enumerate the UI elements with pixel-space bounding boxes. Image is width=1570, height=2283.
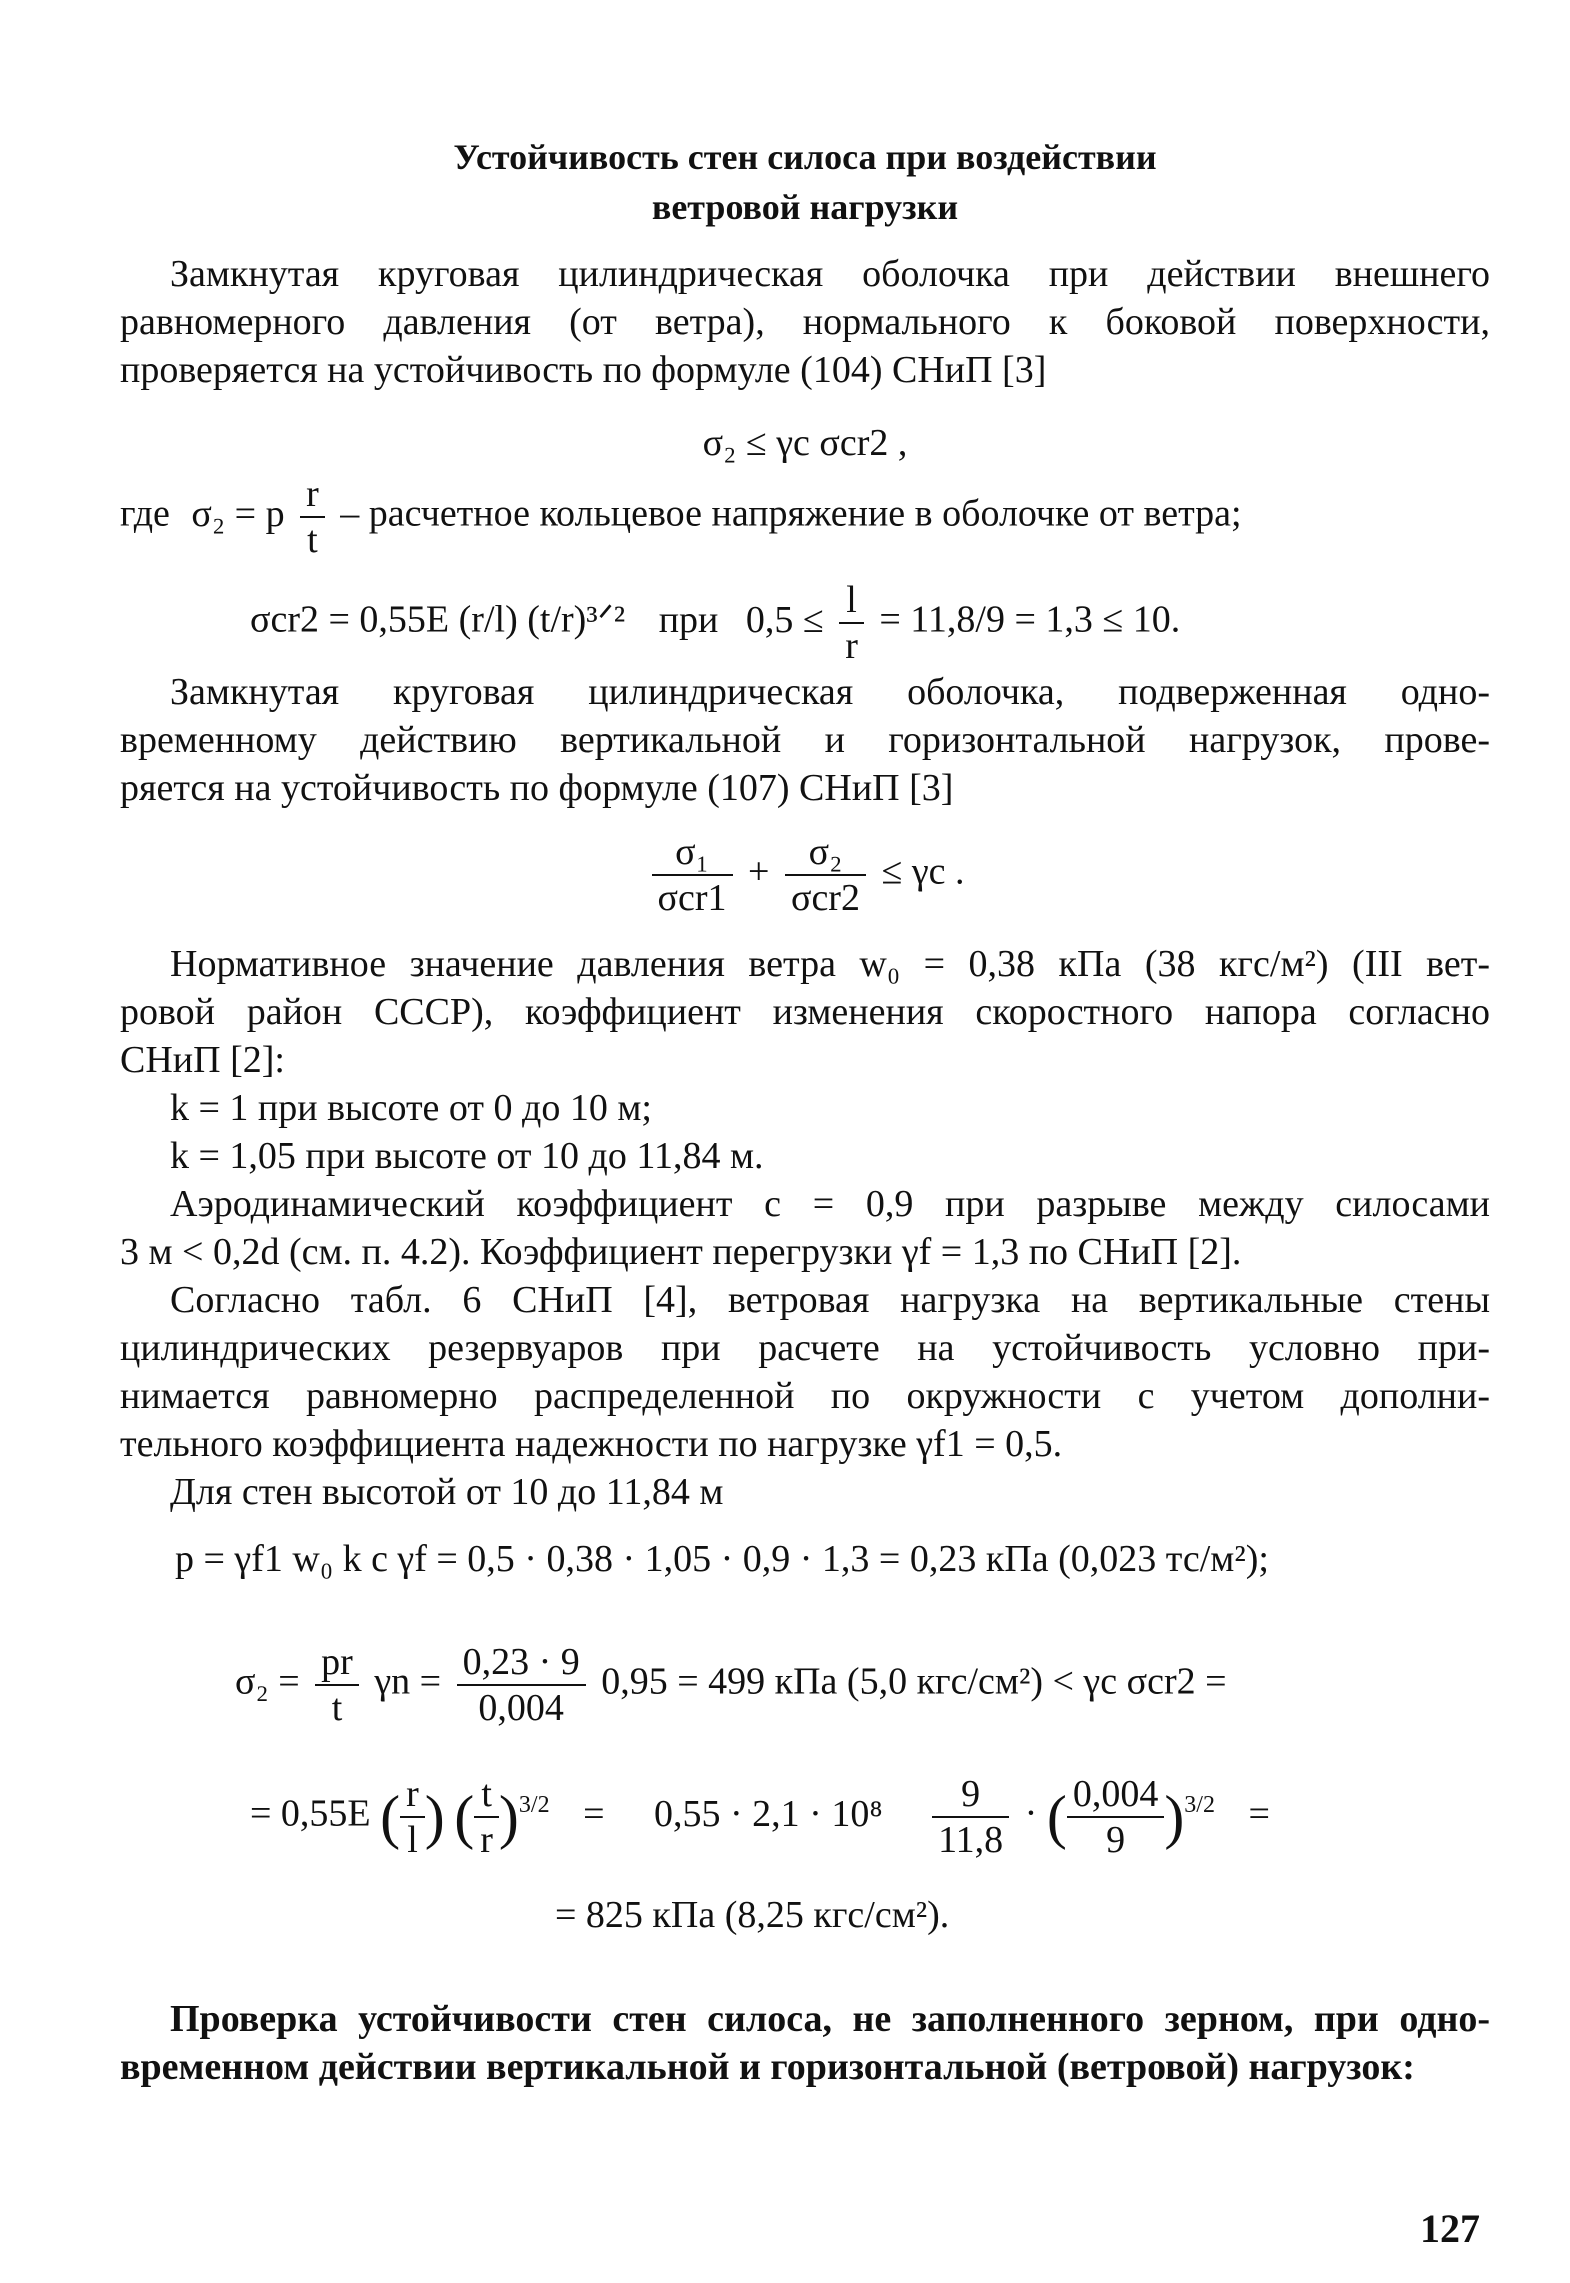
fraction-t-over-r <box>474 1772 499 1862</box>
fraction-denominator: t <box>331 1687 343 1729</box>
fraction-denominator: 9 <box>1106 1819 1126 1861</box>
heading-line-1: Устойчивость стен силоса при воздействии <box>453 137 1157 177</box>
paragraph-1 <box>120 250 1490 394</box>
exponent: 3/2 <box>518 1792 550 1819</box>
formula-rhs: 0,95 = 499 кПа (5,0 кгс/см²) < γc σcr2 = <box>601 1660 1227 1703</box>
paragraph-line: нимается равномерно распределенной по окружности с учетом дополни- <box>120 1375 1490 1417</box>
formula-2 <box>250 578 1450 668</box>
fraction-denominator: 11,8 <box>938 1819 1004 1861</box>
paragraph-line: k = 1 при высоте от 0 до 10 м; <box>170 1087 652 1129</box>
paragraph-line: СНиП [2]: <box>120 1039 285 1081</box>
formula-pri: при <box>658 598 719 641</box>
fraction-denominator: σcr2 <box>790 877 860 919</box>
fraction-numerator: 0,23 · 9 <box>457 1640 586 1686</box>
section-heading <box>120 132 1490 232</box>
fraction-r-over-t <box>300 472 325 562</box>
paragraph-line: Замкнутая круговая цилиндрическая оболочка, подверженная одно- <box>170 671 1490 713</box>
formula-where <box>120 472 1490 562</box>
formula-5 <box>235 1640 1495 1730</box>
paragraph-line: Аэродинамический коэффициент c = 0,9 при разрыве между силосами <box>170 1183 1490 1225</box>
formula-6 <box>250 1772 1490 1862</box>
paragraph-line: равномерного давления (от ветра), нормального к боковой поверхности, <box>120 301 1490 343</box>
formula-plus: + <box>748 850 770 893</box>
fraction-value <box>457 1640 586 1730</box>
paragraph-line: Согласно табл. 6 СНиП [4], ветровая нагрузка на вертикальные стены <box>170 1279 1490 1321</box>
fraction-9-over-11-8 <box>932 1772 1009 1862</box>
fraction-numerator: r <box>400 1772 425 1818</box>
formula-eq2: = <box>583 1792 605 1835</box>
formula-text: = 825 кПа (8,25 кгс/см²). <box>555 1894 950 1936</box>
fraction-denominator: r <box>480 1819 493 1861</box>
paren-right: ) <box>1164 1784 1185 1850</box>
fraction-r-over-l <box>400 1772 425 1862</box>
page-number: 127 <box>1420 2206 1480 2251</box>
paragraph-line: временному действию вертикальной и горизонтальной нагрузок, прове- <box>120 719 1490 761</box>
paren-left: ( <box>1046 1784 1067 1850</box>
formula-mid: γn = <box>374 1660 442 1703</box>
fraction-numerator: l <box>839 578 864 624</box>
paragraph-line: Замкнутая круговая цилиндрическая оболочка при действии внешнего <box>170 253 1490 295</box>
paren-left: ( <box>454 1784 475 1850</box>
paragraph-line: тельного коэффициента надежности по нагрузке γf1 = 0,5. <box>120 1423 1063 1465</box>
fraction-numerator: σ₁ <box>652 830 733 876</box>
paren-left: ( <box>380 1784 401 1850</box>
fraction-sigma2 <box>785 830 866 920</box>
fraction-numerator: 0,004 <box>1067 1772 1165 1818</box>
fraction-numerator: r <box>300 472 325 518</box>
paragraph-4 <box>120 1180 1490 1276</box>
formula-lhs: σ₂ = <box>235 1660 300 1703</box>
fraction-pr-over-t <box>315 1640 359 1730</box>
fraction-l-over-r <box>839 578 864 668</box>
paragraph-line: 3 м < 0,2d (см. п. 4.2). Коэффициент перегрузки γf = 1,3 по СНиП [2]. <box>120 1231 1242 1273</box>
paragraph-line: Проверка устойчивости стен силоса, не заполненного зерном, при одно- <box>170 1998 1490 2040</box>
exponent: 3/2 <box>1184 1792 1215 1819</box>
formula-7 <box>555 1890 1455 1940</box>
fraction-numerator: t <box>474 1772 499 1818</box>
fraction-numerator: 9 <box>932 1772 1009 1818</box>
paragraph-line: проверяется на устойчивость по формуле (104) СНиП [3] <box>120 349 1047 391</box>
paragraph-line: цилиндрических резервуаров при расчете на устойчивость условно при- <box>120 1327 1490 1369</box>
fraction-0-004-over-9 <box>1067 1772 1165 1862</box>
fraction-numerator: σ₂ <box>785 830 866 876</box>
formula-text: σ₂ ≤ γc σcr2 , <box>702 422 908 464</box>
where-lhs: σ₂ = p <box>191 492 285 535</box>
formula-lhs: σcr2 = 0,55E (r/l) (t/r)³ᐟ² <box>250 598 626 641</box>
paragraph-line: временном действии вертикальной и горизонтальной (ветровой) нагрузок: <box>120 2046 1415 2088</box>
where-prefix: где <box>120 492 170 535</box>
paragraph-2 <box>120 668 1490 812</box>
formula-4 <box>175 1534 1495 1584</box>
heading-line-2: ветровой нагрузки <box>651 187 959 227</box>
formula-cond-left: 0,5 ≤ <box>745 598 824 641</box>
formula-rhs: ≤ γc . <box>881 850 965 893</box>
fraction-denominator: r <box>845 625 858 667</box>
paragraph-line: Нормативное значение давления ветра w₀ = 0,38 кПа (38 кгс/м²) (III вет- <box>170 943 1490 985</box>
fraction-numerator: pr <box>315 1640 359 1686</box>
fraction-denominator: t <box>307 519 318 561</box>
paragraph-line: k = 1,05 при высоте от 10 до 11,84 м. <box>170 1135 764 1177</box>
paren-right: ) <box>498 1784 519 1850</box>
where-text: – расчетное кольцевое напряжение в оболочке от ветра; <box>340 492 1242 535</box>
paragraph-3 <box>120 940 1490 1180</box>
formula-text: p = γf1 w₀ k c γf = 0,5 · 0,38 · 1,05 · 0,9 · 1,3 = 0,23 кПа (0,023 тс/м²); <box>175 1538 1269 1580</box>
paragraph-line: Для стен высотой от 10 до 11,84 м <box>170 1471 724 1513</box>
formula-3 <box>120 830 1490 920</box>
paragraph-5 <box>120 1276 1490 1516</box>
formula-cond-right: = 11,8/9 = 1,3 ≤ 10. <box>879 598 1181 641</box>
fraction-denominator: σcr1 <box>657 877 727 919</box>
formula-value: 0,55 · 2,1 · 10⁸ <box>654 1792 883 1835</box>
formula-eq: = 0,55E <box>250 1792 371 1835</box>
formula-1 <box>120 418 1490 468</box>
paragraph-line: ряется на устойчивость по формуле (107) СНиП [3] <box>120 767 954 809</box>
fraction-denominator: 0,004 <box>478 1687 564 1729</box>
paren-right: ) <box>424 1784 445 1850</box>
paragraph-line: ровой район СССР), коэффициент изменения скоростного напора согласно <box>120 991 1490 1033</box>
fraction-sigma1 <box>652 830 733 920</box>
fraction-denominator: l <box>407 1819 418 1861</box>
formula-eq3: = <box>1248 1792 1270 1835</box>
paragraph-6 <box>120 1995 1490 2091</box>
formula-dot: · <box>1024 1792 1038 1835</box>
